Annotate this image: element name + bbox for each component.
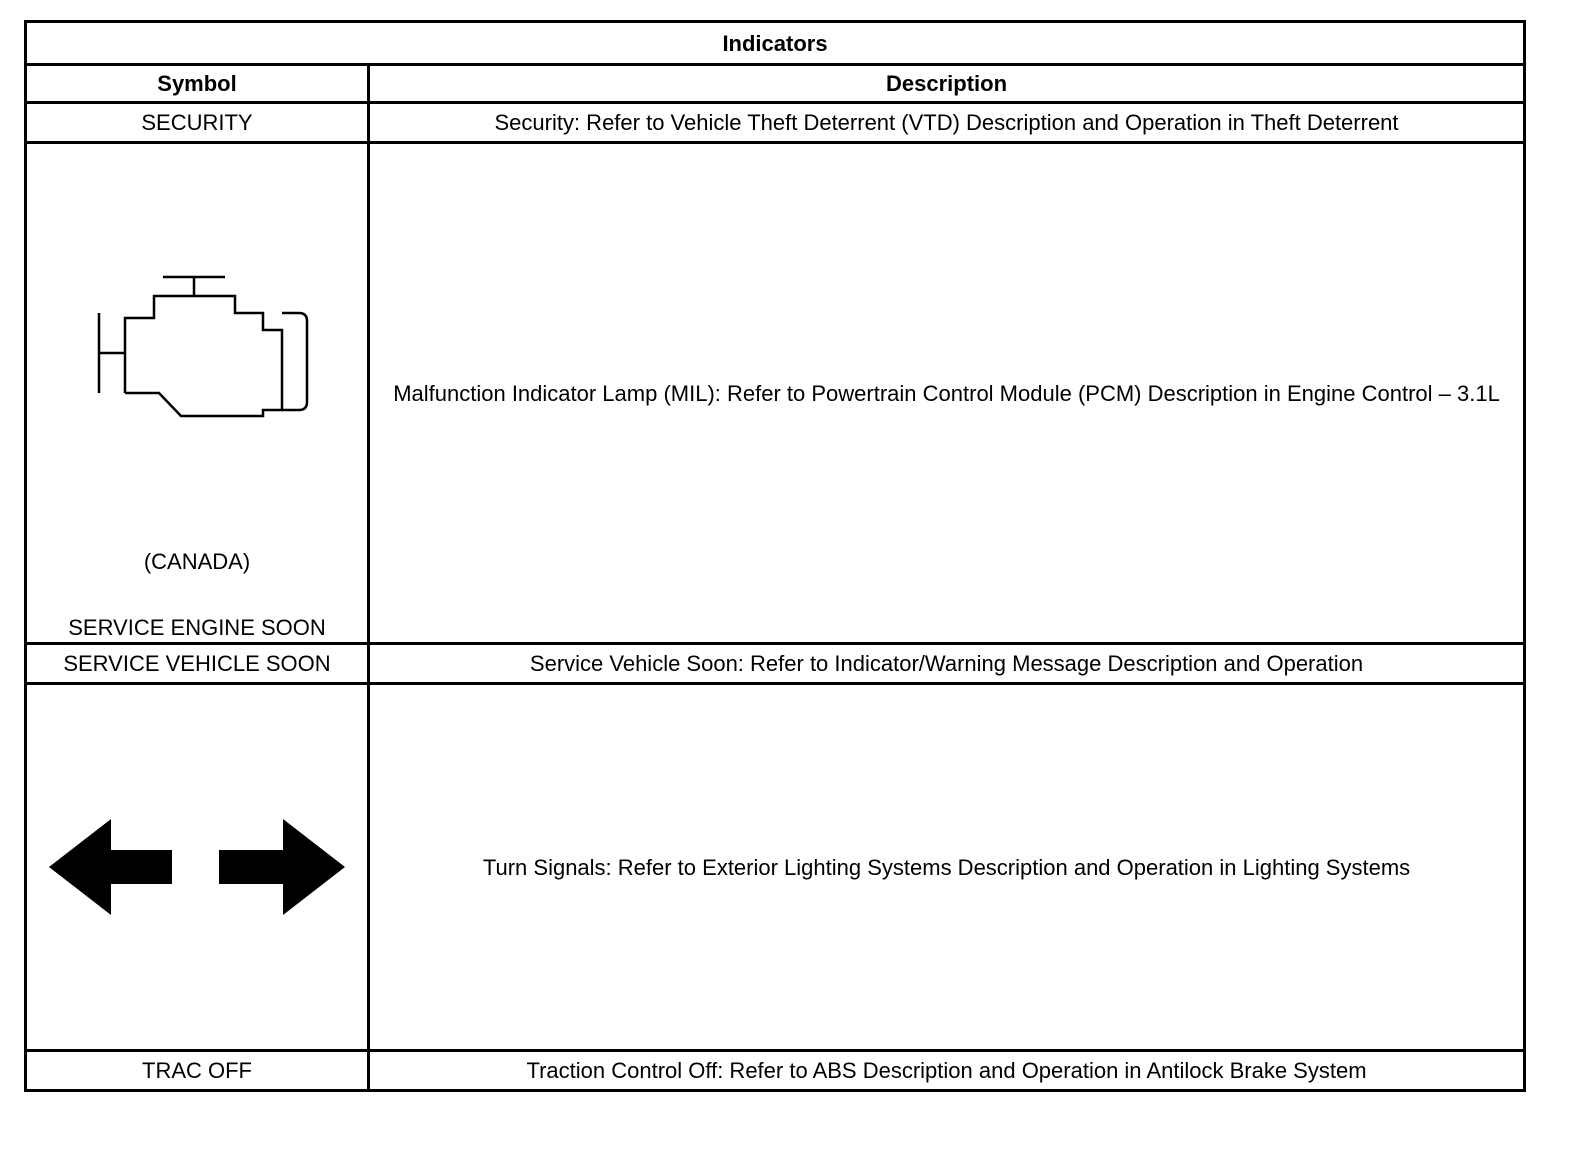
table-row: [26, 684, 1525, 1051]
description-cell: Malfunction Indicator Lamp (MIL): Refer to Powertrain Control Module (PCM) Description in Engine Control – 3.1L: [369, 143, 1525, 644]
symbol-column-header: Symbol: [26, 65, 369, 103]
description-cell: Security: Refer to Vehicle Theft Deterrent (VTD) Description and Operation in Theft Deterrent: [369, 103, 1525, 143]
table-title: Indicators: [26, 22, 1525, 65]
indicators-table: [24, 20, 1526, 1092]
table-row: [26, 143, 1525, 644]
description-column-header: Description: [369, 65, 1525, 103]
symbol-region-note: (CANADA): [143, 549, 251, 574]
table-row: [26, 1051, 1525, 1091]
description-cell: Turn Signals: Refer to Exterior Lighting Systems Description and Operation in Lighting Systems: [369, 684, 1525, 1051]
description-cell: Traction Control Off: Refer to ABS Description and Operation in Antilock Brake System: [369, 1051, 1525, 1091]
check-engine-icon: [97, 272, 309, 418]
table-row: [26, 644, 1525, 684]
symbol-cell: TRAC OFF: [26, 1051, 369, 1091]
symbol-cell: [26, 143, 369, 644]
description-cell: Service Vehicle Soon: Refer to Indicator/Warning Message Description and Operation: [369, 644, 1525, 684]
symbol-cell: [26, 684, 369, 1051]
symbol-cell: SERVICE VEHICLE SOON: [26, 644, 369, 684]
turn-signal-arrows-icon: [47, 817, 347, 917]
symbol-cell: SECURITY: [26, 103, 369, 143]
table-row: [26, 103, 1525, 143]
symbol-label: SERVICE ENGINE SOON: [68, 615, 326, 640]
